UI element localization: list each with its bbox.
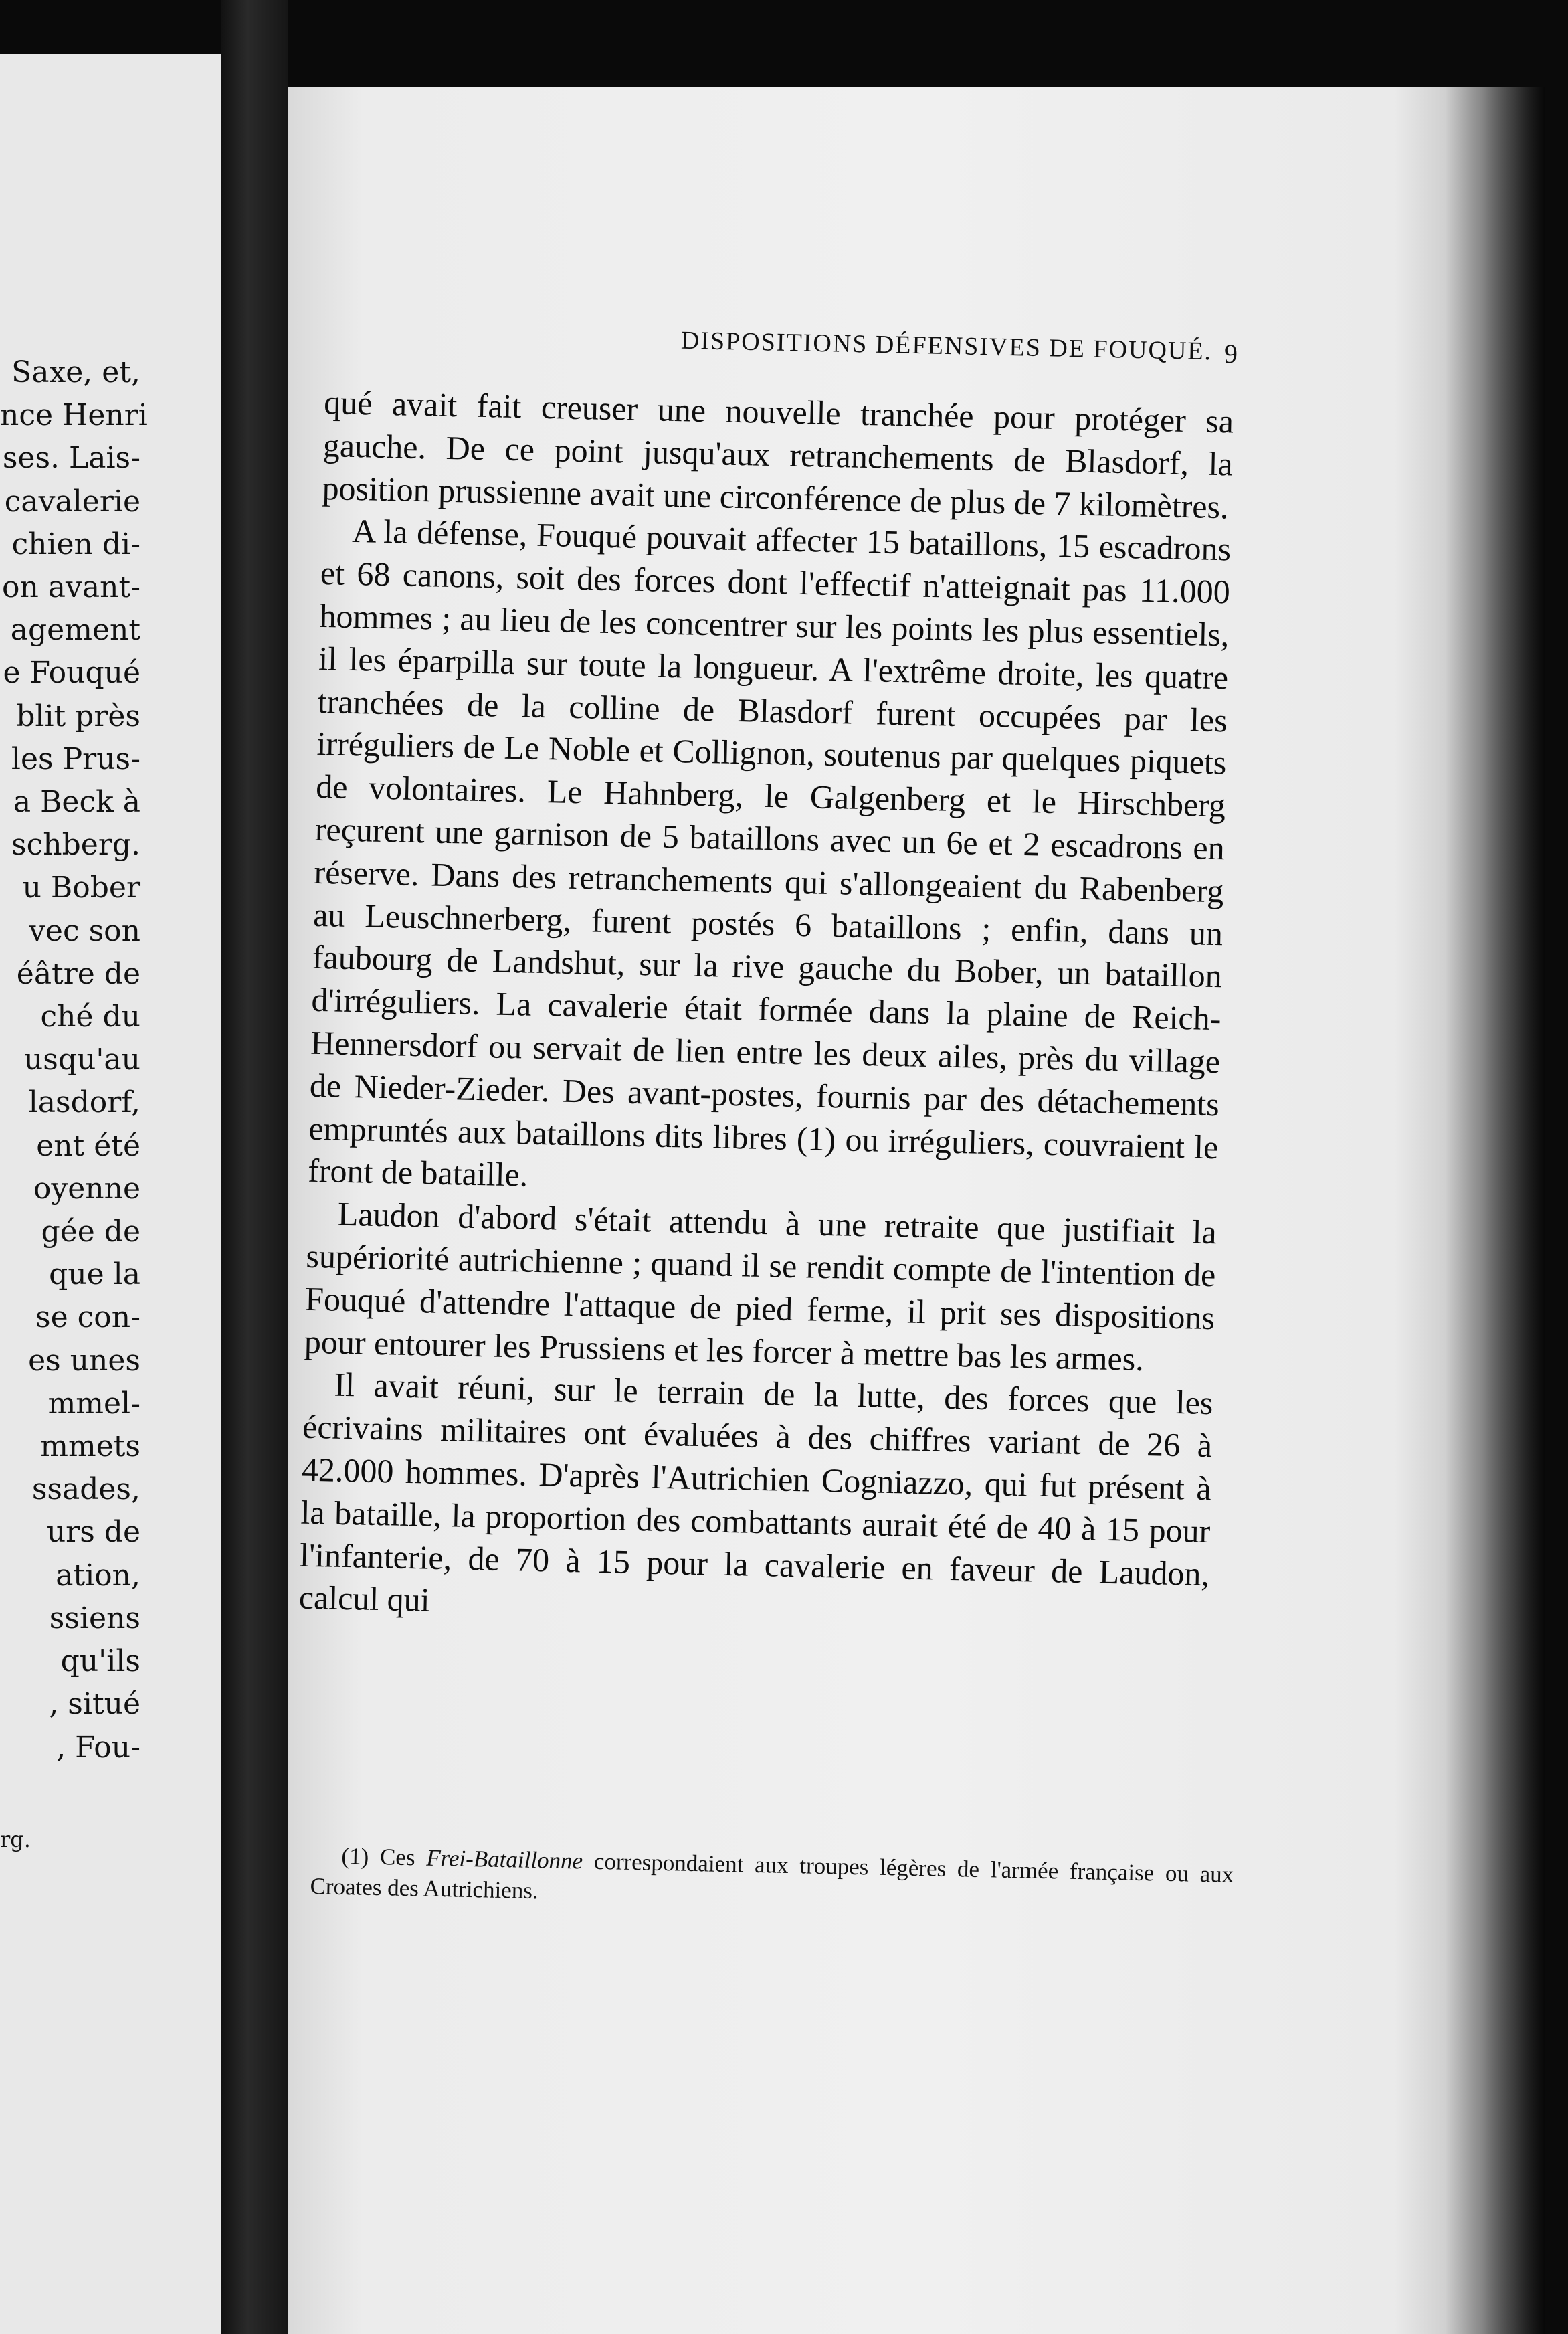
left-page-line: oyenne — [33, 1171, 140, 1206]
left-page-line: lasdorf, — [28, 1085, 140, 1120]
left-page-line: u Bober — [22, 871, 140, 905]
paragraph-1: qué avait fait creuser une nouvelle tranchée pour protéger sa gauche. De ce point jusqu'aux retranchements de Blasdorf, la position prussienne avait une circonférence de plus de 7 kilomètres. — [322, 383, 1234, 525]
left-page-line: ché du — [40, 1000, 140, 1035]
paragraph-2: A la défense, Fouqué pouvait affecter 15 bataillons, 15 escadrons et 68 canons, soit des forces dont l'effectif n'atteignait pas 11.000 hommes ; au lieu de les concentrer sur les points les plus essentiels, il les éparpilla sur toute la longueur. A l'extrême droite, les quatre tranchées de la colline de Blasdorf furent occupées par les irréguliers de Le Noble et Collignon, soutenus par quelques piquets de volontaires. Le Hahnberg, le Galgenberg et le Hirschberg reçurent une garnison de 5 bataillons avec un 6e et 2 escadrons en réserve. Dans des retranchements qui s'allongeaient du Rabenberg au Leuschnerberg, furent postés 6 bataillons ; enfin, dans un faubourg de Landshut, sur la rive gauche du Bober, un bataillon d'irréguliers. La cavalerie était formée dans la plaine de Reich-Hennersdorf ou servait de lien entre les deux ailes, près du village de Nieder-Zieder. Des avant-postes, fournis par des détachements empruntés aux bataillons dits libres (1) ou irréguliers, couvraient le front de bataille. — [307, 512, 1232, 1194]
left-page-line: que la — [49, 1257, 140, 1292]
footnote — [310, 1840, 1234, 1921]
page-number: 9 — [1224, 339, 1238, 369]
left-page-line: ent été — [36, 1128, 140, 1163]
left-page-line: e Fouqué — [3, 656, 140, 691]
left-page-line: schberg. — [11, 828, 140, 863]
left-page-line: agement — [10, 613, 140, 648]
left-page — [0, 54, 221, 2334]
left-page-line: blit près — [16, 699, 140, 733]
left-page-line: gée de — [41, 1215, 140, 1249]
footnote-marker: (1) Ces — [341, 1842, 415, 1871]
page-edge-shadow — [1445, 87, 1545, 2334]
right-page — [288, 87, 1545, 2334]
left-page-line: usqu'au — [23, 1043, 140, 1077]
left-page-footnote-fragment: rg. — [0, 1827, 31, 1852]
left-page-line: urs de — [46, 1515, 140, 1550]
left-page-line: qu'ils — [60, 1644, 140, 1679]
left-page-line: ses. Lais- — [2, 441, 140, 476]
left-page-line: ation, — [56, 1558, 140, 1593]
left-page-line: , Fou- — [56, 1730, 140, 1765]
left-page-line: cavalerie — [4, 484, 140, 519]
left-page-line: ssiens — [49, 1601, 140, 1635]
left-page-line: Saxe, et, — [11, 355, 140, 389]
left-page-line: mmets — [40, 1429, 140, 1464]
left-page-line: es unes — [28, 1343, 140, 1378]
left-page-line: ssades, — [31, 1472, 140, 1507]
body-text — [298, 381, 1234, 1638]
paragraph-3: Laudon d'abord s'était attendu à une retraite que justifiait la supériorité autrichienne ; quand il se rendit compte de l'intention de Fouqué d'attendre l'attaque de pied ferme, il prit ses dispositions pour entourer les Prussiens et les forcer à mettre bas les armes. — [304, 1194, 1217, 1378]
left-page-line: les Prus- — [11, 741, 140, 776]
left-page-line: éâtre de — [16, 956, 140, 991]
left-page-line: chien di- — [11, 527, 140, 561]
left-page-line: se con- — [35, 1300, 140, 1335]
left-page-line: on avant- — [1, 570, 140, 605]
left-page-line: vec son — [29, 913, 140, 948]
left-page-line: a Beck à — [13, 785, 140, 820]
left-page-text — [0, 351, 221, 1769]
paragraph-4: Il avait réuni, sur le terrain de la lutte, des forces que les écrivains militaires ont évaluées à des chiffres variant de 26 à 42.000 hommes. D'après l'Autrichien Cogniazzo, qui fut présent à la bataille, la proportion des combattants aurait été de 40 à 15 pour l'infanterie, de 70 à 15 pour la cavalerie en faveur de Laudon, calcul qui — [298, 1365, 1213, 1619]
footnote-text: correspondaient aux troupes légères de l'armée française ou aux Croates des Autrichiens. — [310, 1848, 1234, 1904]
book-gutter — [221, 0, 288, 2334]
left-page-line: nce Henri — [0, 398, 148, 433]
running-head: DISPOSITIONS DÉFENSIVES DE FOUQUÉ. — [680, 326, 1213, 366]
left-page-line: , situé — [49, 1687, 140, 1722]
left-page-line: mmel- — [47, 1386, 140, 1421]
footnote-italic-term: Frei-Bataillonne — [425, 1844, 583, 1874]
